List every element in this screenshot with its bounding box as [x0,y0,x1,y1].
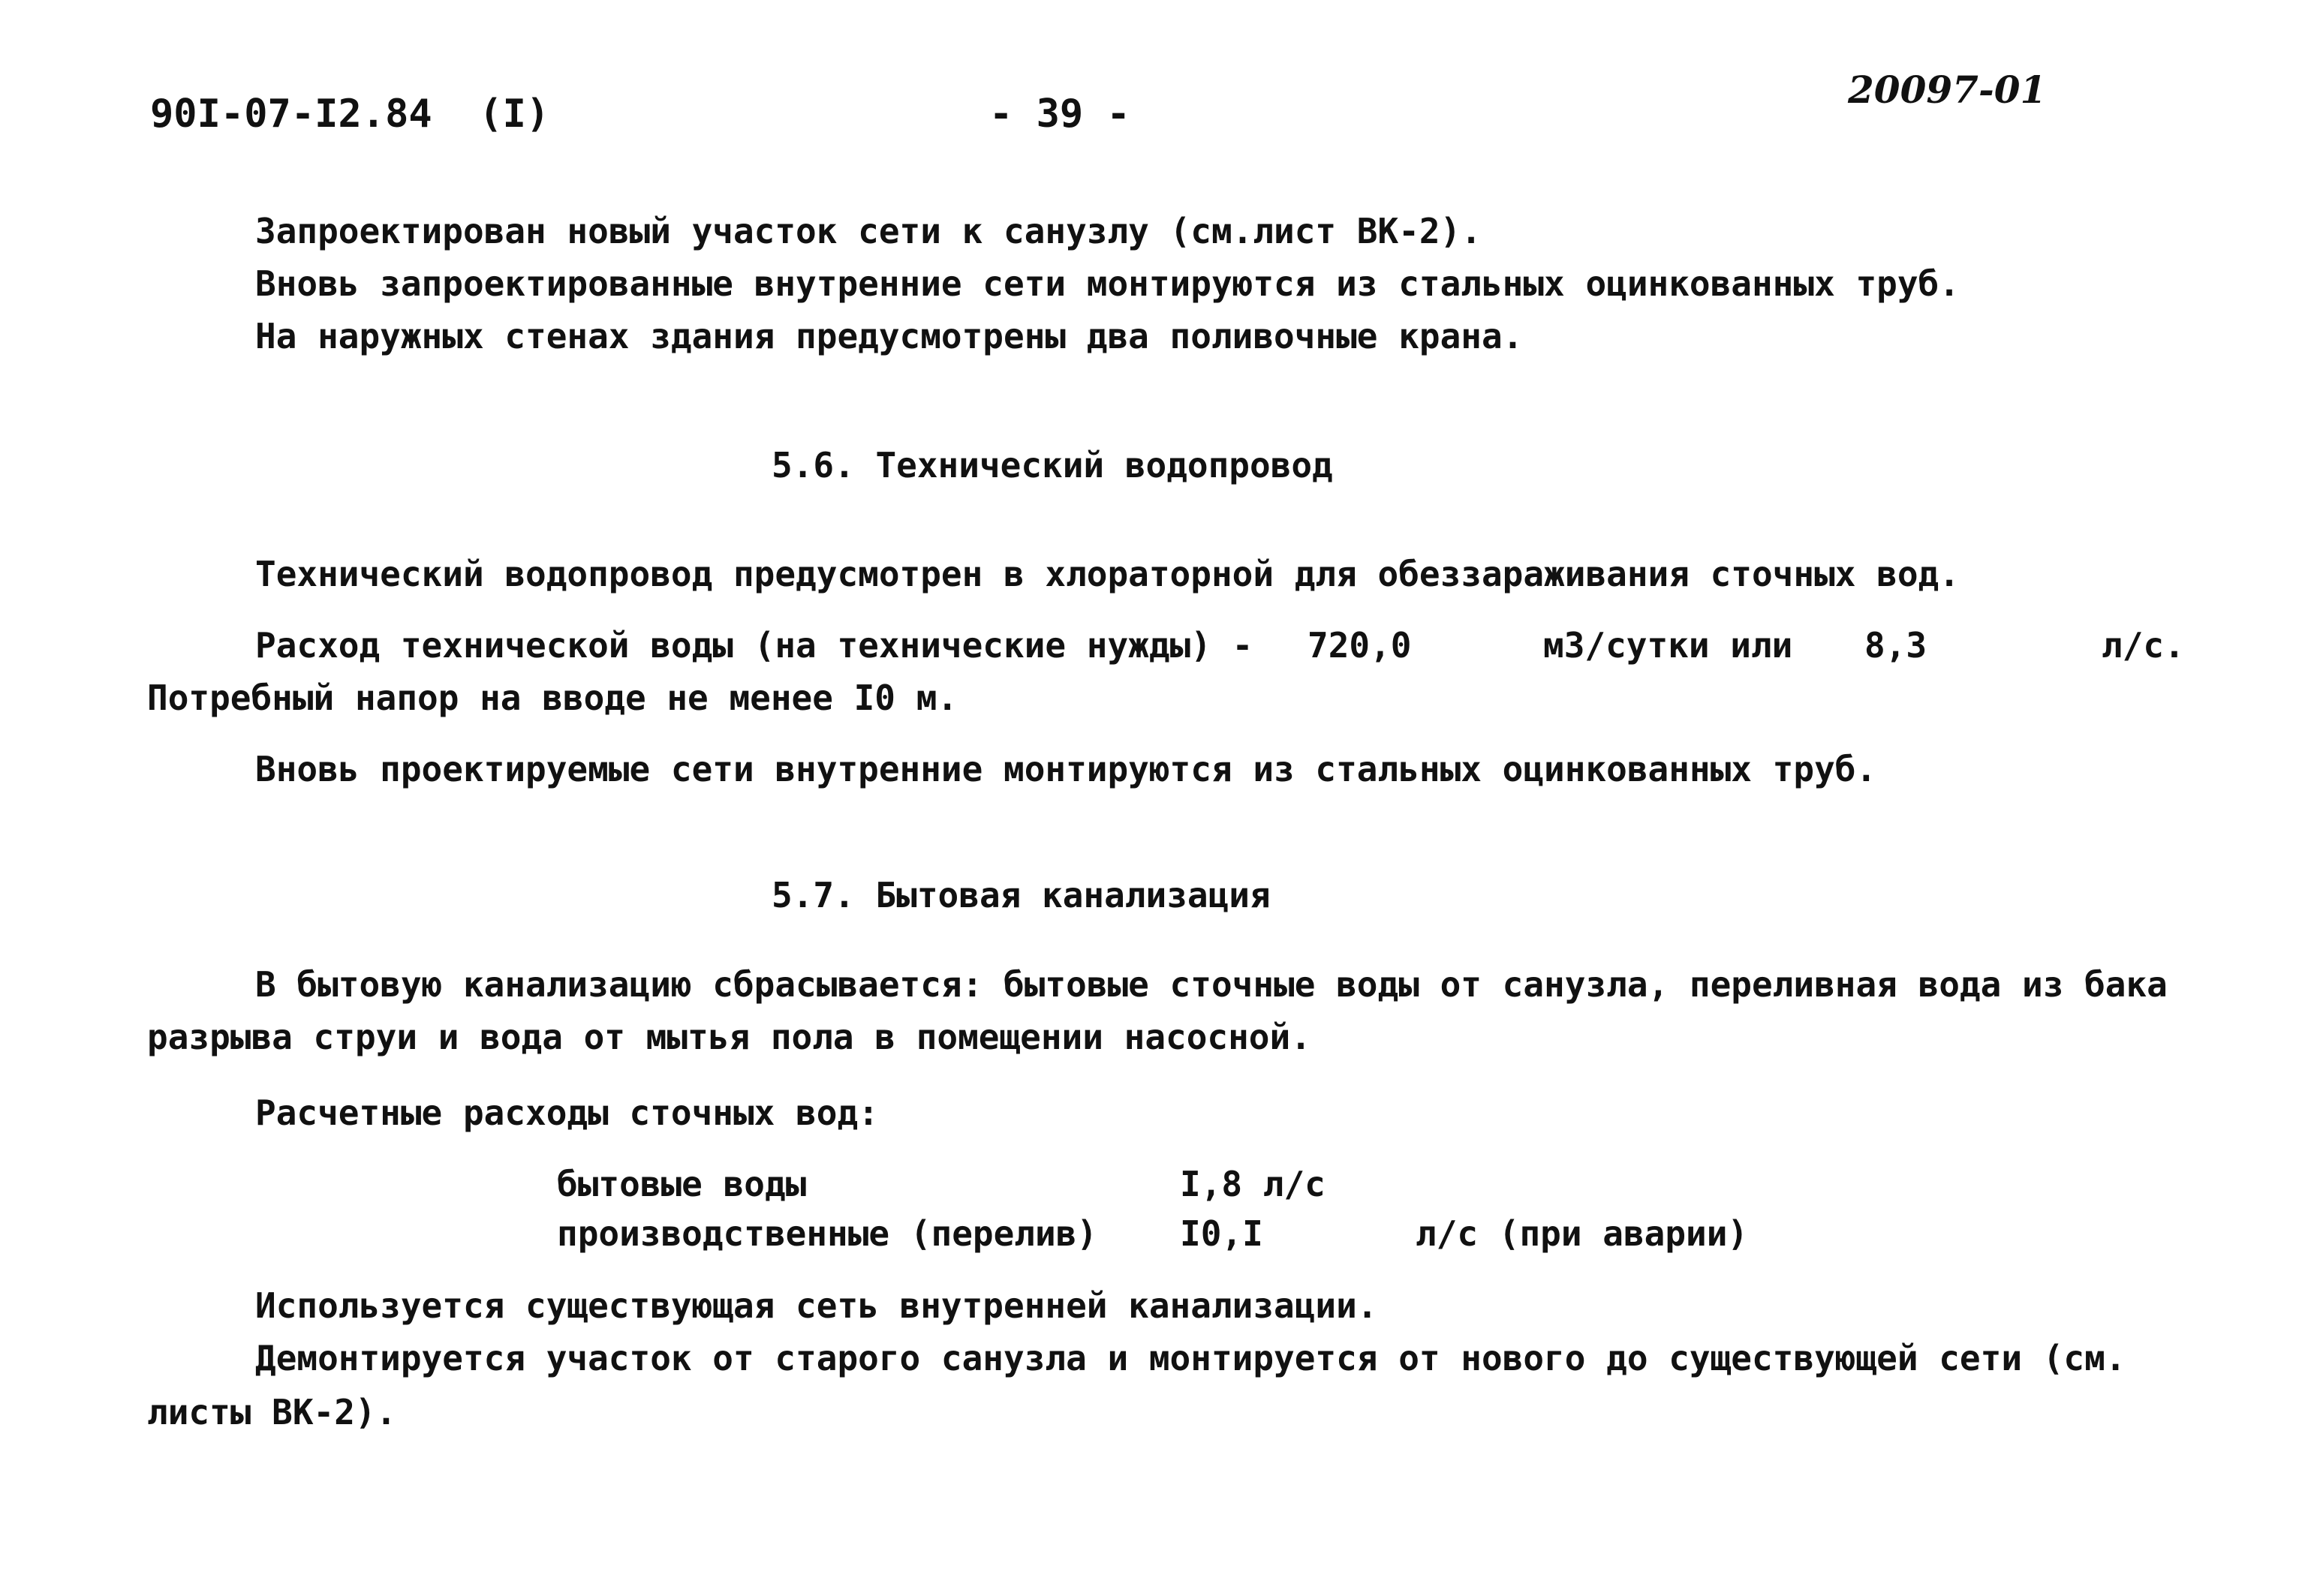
flow-ls-value: 8,3 [1864,625,1927,666]
intro-line-3: На наружных стенах здания предусмотрены два поливочные крана. [255,316,1524,356]
section-5-7-title: 5.7. Бытовая канализация [772,875,1271,915]
section-5-6-para-3: Вновь проектируемые сети внутренние монтируются из стальных оцинкованных труб. [255,749,1877,789]
flow-row-value: I,8 л/с [1180,1164,1326,1204]
section-5-7-para-1-line-2: разрыва струи и вода от мытья пола в помещении насосной. [147,1017,1311,1057]
section-5-7-para-3: Используется существующая сеть внутренней канализации. [255,1285,1378,1326]
flow-row-value: I0,I [1180,1213,1263,1254]
page-number: - 39 - [989,92,1130,137]
flow-row-note: л/с (при аварии) [1416,1213,1749,1254]
section-5-7-para-4-line-1: Демонтируется участок от старого санузла и монтируется от нового до существующей сети (см. [255,1338,2126,1378]
flow-row-name: бытовые воды [557,1164,807,1204]
section-5-6-para-1: Технический водопровод предусмотрен в хлораторной для обеззараживания сточных вод. [255,554,1960,594]
pressure-line: Потребный напор на вводе не менее I0 м. [147,678,958,718]
intro-line-2: Вновь запроектированные внутренние сети монтируются из стальных оцинкованных труб. [255,263,1960,304]
section-5-7-para-1-line-1: В бытовую канализацию сбрасывается: бытовые сточные воды от санузла, переливная вода из бака [255,964,2168,1005]
flows-heading: Расчетные расходы сточных вод: [255,1093,879,1133]
flow-ls-unit: л/с. [2102,625,2185,666]
flow-m3-value: 720,0 [1307,625,1412,666]
flow-row-name: производственные (перелив) [557,1213,1098,1254]
section-5-7-para-4-line-2: листы ВК-2). [147,1392,397,1432]
document-code: 90I-07-I2.84 (I) [150,92,550,137]
intro-line-1: Запроектирован новый участок сети к санузлу (см.лист ВК-2). [255,211,1482,251]
handwritten-number: 20097-01 [1848,68,2047,112]
flow-label: Расход технической воды (на технические нужды) - [255,625,1253,666]
section-5-6-title: 5.6. Технический водопровод [772,445,1333,485]
flow-m3-unit: м3/сутки или [1543,625,1793,666]
